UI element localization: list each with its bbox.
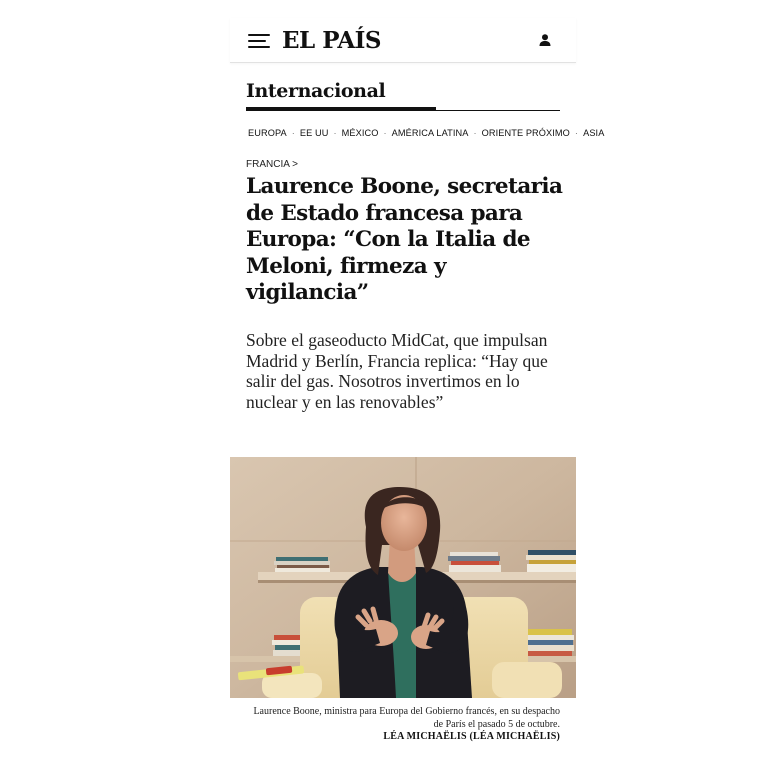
subnav-item-europa[interactable]: EUROPA [248,128,287,138]
subnav-separator: · [473,128,477,138]
article-photo[interactable] [230,457,576,698]
article-page [230,18,605,758]
subnav-item-ee-uu[interactable]: EE UU [299,128,329,138]
subnav-item-mexico[interactable]: MÉXICO [341,128,379,138]
user-icon[interactable] [538,33,552,47]
article-standfirst: Sobre el gaseoducto MidCat, que impulsan Madrid y Berlín, Francia replica: “Hay que salir del gas. Nosotros invertimos en lo nuclear y en las renovables” [246,330,548,412]
section-underline [246,107,436,111]
subnav-item-oriente-proximo[interactable]: ORIENTE PRÓXIMO [481,128,570,138]
section-subnav [248,128,605,142]
hamburger-menu-icon[interactable] [248,34,270,48]
subnav-item-america-latina[interactable]: AMÉRICA LATINA [391,128,469,138]
photo-credit: LÉA MICHAËLIS (LÉA MICHAËLIS) [383,731,560,742]
subnav-item-asia[interactable]: ASIA [583,128,605,138]
subnav-separator: · [333,128,337,138]
article-headline: Laurence Boone, secretaria de Estado francesa para Europa: “Con la Italia de Meloni, firmeza y vigilancia” [246,174,563,305]
breadcrumb-link[interactable]: FRANCIA > [246,159,298,170]
top-bar [230,18,576,63]
subnav-separator: · [383,128,387,138]
subnav-separator: · [574,128,579,138]
section-title[interactable]: Internacional [246,80,386,102]
subnav-separator: · [291,128,295,138]
interview-photo-illustration [230,457,576,698]
photo-caption: Laurence Boone, ministra para Europa del Gobierno francés, en su despacho de París el pasado 5 de octubre. [253,706,560,730]
site-logo[interactable]: EL PAÍS [282,27,382,54]
